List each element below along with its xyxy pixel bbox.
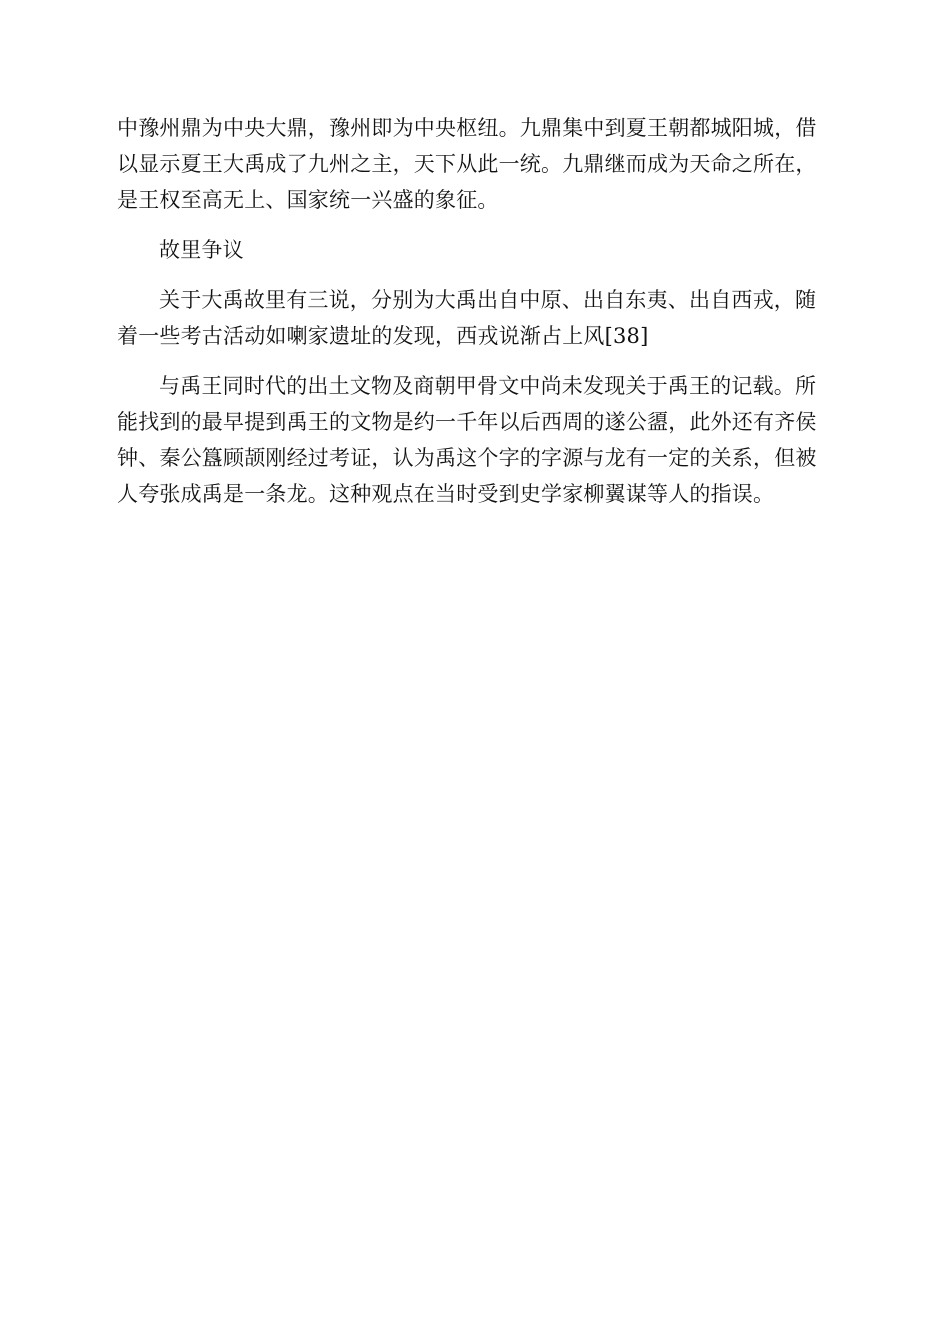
document-body xyxy=(117,110,833,526)
paragraph-hometown-theories: 关于大禹故里有三说，分别为大禹出自中原、出自东夷、出自西戎，随着一些考古活动如喇家遗址的发现，西戎说渐占上风[38] xyxy=(117,288,817,348)
paragraph-nine-tripods: 中豫州鼎为中央大鼎，豫州即为中央枢纽。九鼎集中到夏王朝都城阳城，借以显示夏王大禹成了九州之主，天下从此一统。九鼎继而成为天命之所在，是王权至高无上、国家统一兴盛的象征。 xyxy=(117,116,817,212)
section-heading-hometown-dispute: 故里争议 xyxy=(159,238,244,262)
paragraph-archaeological-records: 与禹王同时代的出土文物及商朝甲骨文中尚未发现关于禹王的记载。所能找到的最早提到禹王的文物是约一千年以后西周的遂公盨，此外还有齐侯钟、秦公簋顾颉刚经过考证，认为禹这个字的字源与龙有一定的关系，但被人夸张成禹是一条龙。这种观点在当时受到史学家柳翼谋等人的指误。 xyxy=(117,374,817,506)
